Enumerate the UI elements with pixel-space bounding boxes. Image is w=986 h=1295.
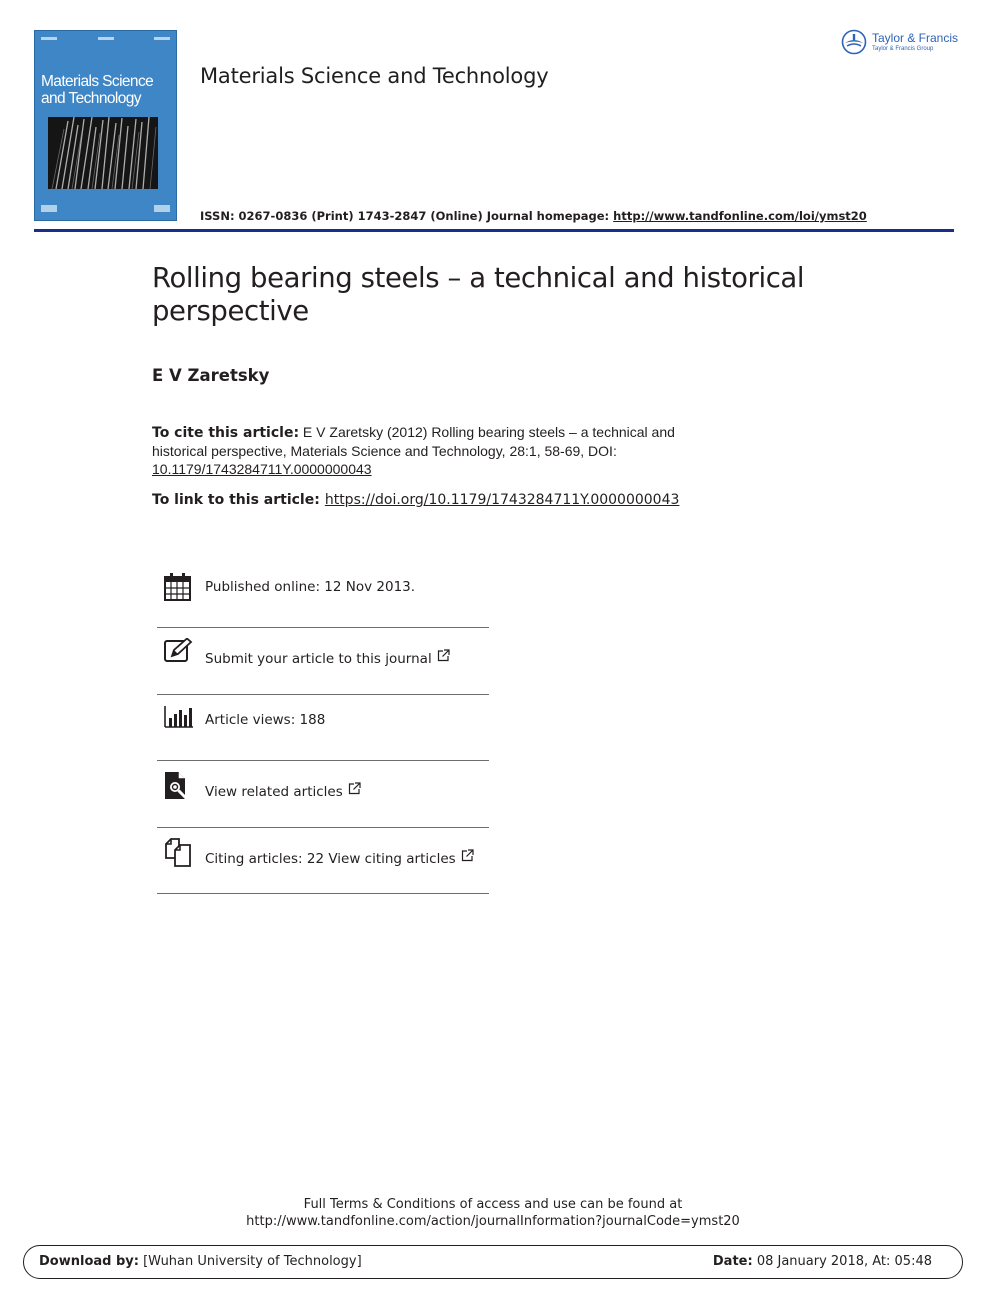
article-title: Rolling bearing steels – a technical and historical perspective <box>152 262 805 327</box>
publisher-subtitle: Taylor & Francis Group <box>872 46 934 52</box>
search-document-icon <box>163 771 193 801</box>
download-bar <box>23 1245 963 1279</box>
cite-doi-link[interactable]: 10.1179/1743284711Y.0000000043 <box>152 461 372 477</box>
cover-title <box>41 73 176 107</box>
article-views-row <box>157 705 489 771</box>
link-label: To link to this article: <box>152 492 320 508</box>
date-label: Date: <box>712 1254 753 1269</box>
citing-articles-text: Citing articles: 22 View citing articles <box>205 851 456 867</box>
cover-title-line2: and Technology <box>41 90 141 107</box>
journal-homepage-link[interactable]: http://www.tandfonline.com/loi/ymst20 <box>613 209 867 223</box>
journal-name: Materials Science and Technology <box>200 64 549 88</box>
related-articles-link[interactable] <box>205 782 361 800</box>
cover-header-marks <box>41 37 170 42</box>
citation-block <box>152 423 732 478</box>
divider <box>157 760 489 761</box>
calendar-icon <box>163 572 193 602</box>
divider <box>157 893 489 894</box>
date-value: 08 January 2018, At: 05:48 <box>756 1254 932 1269</box>
related-articles-text: View related articles <box>205 784 343 800</box>
cover-micrograph <box>48 117 158 189</box>
external-link-icon <box>437 649 450 666</box>
copy-documents-icon <box>163 838 193 868</box>
header-rule <box>34 229 954 232</box>
journal-cover <box>34 30 177 221</box>
citing-articles-row[interactable] <box>157 838 489 904</box>
article-author: E V Zaretsky <box>152 366 270 385</box>
download-date <box>713 1254 932 1269</box>
article-views-text: Article views: 188 <box>205 712 326 728</box>
download-label: Download by: <box>39 1254 139 1269</box>
download-by <box>39 1254 362 1269</box>
external-link-icon <box>461 849 474 866</box>
download-value: [Wuhan University of Technology] <box>143 1254 362 1269</box>
divider <box>157 827 489 828</box>
citing-articles-link[interactable] <box>205 849 474 867</box>
cite-text: E V Zaretsky (2012) Rolling bearing steels – a technical and historical perspective, Materials Science and Technology, 28:1, 58-69, DOI: <box>152 424 675 459</box>
divider <box>157 694 489 695</box>
submit-article-link[interactable] <box>205 649 450 667</box>
terms-line: Full Terms & Conditions of access and use can be found at <box>303 1197 683 1212</box>
publisher-logo-icon <box>840 28 868 56</box>
article-doi-link[interactable]: https://doi.org/10.1179/1743284711Y.0000000043 <box>324 492 680 508</box>
article-link-block <box>152 492 679 508</box>
issn-line <box>200 209 867 223</box>
terms-url[interactable]: http://www.tandfonline.com/action/journalInformation?journalCode=ymst20 <box>246 1214 740 1229</box>
terms-notice <box>0 1196 986 1230</box>
submit-article-text: Submit your article to this journal <box>205 651 432 667</box>
external-link-icon <box>348 782 361 799</box>
divider <box>157 627 489 628</box>
cover-title-line1: Materials Science <box>41 73 154 90</box>
edit-icon <box>163 638 193 668</box>
bar-chart-icon <box>163 705 193 735</box>
publisher-logo <box>840 28 960 58</box>
issn-text: ISSN: 0267-0836 (Print) 1743-2847 (Online) Journal homepage: <box>200 209 614 223</box>
published-online-text: Published online: 12 Nov 2013. <box>205 579 416 595</box>
publisher-brand: Taylor & Francis <box>872 31 959 45</box>
cover-footer-logos <box>41 205 170 213</box>
published-online-row <box>157 572 489 638</box>
cite-label: To cite this article: <box>152 425 300 441</box>
